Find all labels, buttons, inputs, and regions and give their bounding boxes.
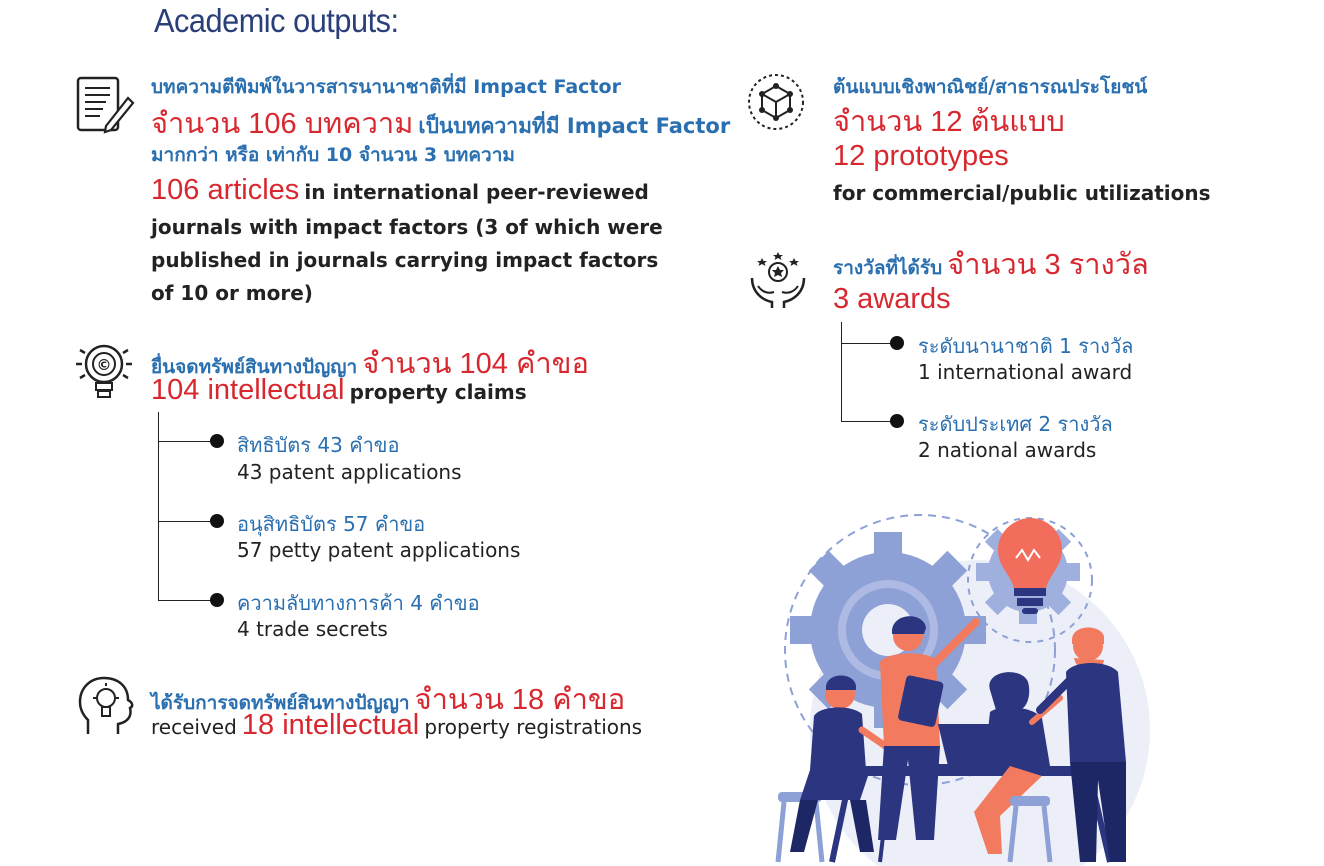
awards-item-th: ระดับนานาชาติ 1 รางวัล	[918, 334, 1134, 358]
ip-reg-en-pre: received	[151, 715, 237, 739]
prototypes-th-count: จำนวน 12 ต้นแบบ	[833, 106, 1065, 138]
awards-th-count: จำนวน 3 รางวัล	[947, 249, 1149, 281]
copyright-bulb-icon	[74, 340, 134, 404]
ip-claims-branch	[158, 521, 216, 522]
ip-claims-branch	[158, 441, 216, 442]
bullet-dot	[210, 514, 224, 528]
ip-claims-item-en: 57 petty patent applications	[237, 538, 521, 562]
ip-claims-en-rest: property claims	[349, 380, 527, 404]
articles-th-line2-rest: เป็นบทความที่มี Impact Factor	[418, 114, 731, 138]
articles-en-line4: of 10 or more)	[151, 281, 313, 305]
articles-en-line3: published in journals carrying impact factors	[151, 248, 659, 272]
page-title: Academic outputs:	[154, 2, 399, 39]
awards-branch	[841, 421, 897, 422]
ip-reg-th-count: จำนวน 18 คำขอ	[414, 684, 626, 716]
prototypes-en-count: 12 prototypes	[833, 140, 1009, 172]
head-bulb-icon	[78, 676, 136, 740]
bullet-dot	[210, 593, 224, 607]
network-cube-icon	[746, 72, 806, 132]
ip-claims-th-label: ยื่นจดทรัพย์สินทางปัญญา	[151, 356, 358, 378]
articles-en-line1: in international peer-reviewed	[304, 180, 649, 204]
awards-item-en: 2 national awards	[918, 438, 1097, 462]
awards-th-label: รางวัลที่ได้รับ	[833, 257, 943, 279]
articles-th-count: จำนวน 106 บทความ	[151, 108, 414, 140]
awards-tree-line	[841, 322, 842, 421]
ip-reg-th-label: ได้รับการจดทรัพย์สินทางปัญญา	[151, 692, 410, 714]
awards-en-count: 3 awards	[833, 283, 951, 315]
articles-en-count: 106 articles	[151, 174, 300, 206]
prototypes-th-label: ต้นแบบเชิงพาณิชย์/สาธารณประโยชน์	[833, 76, 1148, 98]
ip-claims-th-count: จำนวน 104 คำขอ	[362, 348, 589, 380]
ip-claims-item-th: ความลับทางการค้า 4 คำขอ	[237, 591, 480, 615]
ip-claims-item-en: 4 trade secrets	[237, 617, 388, 641]
team-brainstorm-illustration	[770, 500, 1170, 866]
ip-claims-item-th: สิทธิบัตร 43 คำขอ	[237, 433, 400, 457]
ip-claims-en-count: 104 intellectual	[151, 374, 345, 406]
prototypes-en-rest: for commercial/public utilizations	[833, 181, 1211, 205]
ip-claims-item-en: 43 patent applications	[237, 460, 462, 484]
ip-claims-branch	[158, 600, 216, 601]
document-pen-icon	[76, 76, 134, 134]
bullet-dot	[210, 434, 224, 448]
articles-th-line1: บทความตีพิมพ์ในวารสารนานาชาติที่มี Impact Factor	[151, 76, 621, 98]
ip-reg-en-rest: property registrations	[424, 715, 643, 739]
bullet-dot	[890, 414, 904, 428]
awards-branch	[841, 343, 897, 344]
awards-item-en: 1 international award	[918, 360, 1133, 384]
articles-th-line3: มากกว่า หรือ เท่ากับ 10 จำนวน 3 บทความ	[151, 144, 515, 166]
award-hands-icon	[748, 252, 808, 310]
articles-en-line2: journals with impact factors (3 of which were	[151, 215, 663, 239]
awards-item-th: ระดับประเทศ 2 รางวัล	[918, 412, 1113, 436]
ip-reg-en-count: 18 intellectual	[241, 709, 420, 741]
ip-claims-item-th: อนุสิทธิบัตร 57 คำขอ	[237, 512, 426, 536]
svg-text:©: ©	[96, 356, 112, 374]
bullet-dot	[890, 336, 904, 350]
